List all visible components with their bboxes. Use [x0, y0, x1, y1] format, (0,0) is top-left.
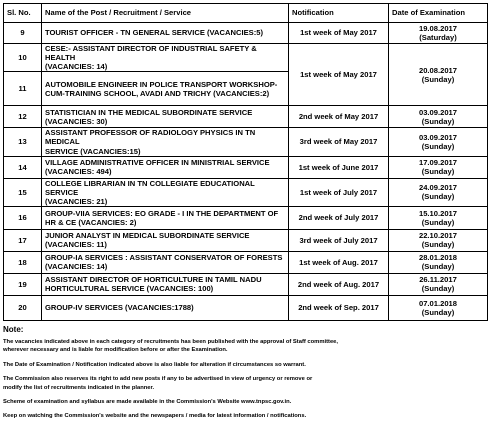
exam-date: 03.09.2017 (Sunday) [389, 106, 488, 128]
post-name: ASSISTANT PROFESSOR OF RADIOLOGY PHYSICS IN TN MEDICAL SERVICE (VACANCIES:15) [42, 128, 289, 156]
post-name: VILLAGE ADMINISTRATIVE OFFICER IN MINISTRIAL SERVICE (VACANCIES: 494) [42, 156, 289, 178]
post-name: GROUP-IA SERVICES : ASSISTANT CONSERVATOR OF FORESTS (VACANCIES: 14) [42, 251, 289, 273]
exam-date: 15.10.2017 (Sunday) [389, 206, 488, 229]
header-exam-date: Date of Examination [389, 4, 488, 23]
notification-date: 1st week of July 2017 [289, 178, 389, 206]
serial-number: 18 [4, 251, 42, 273]
post-name: STATISTICIAN IN THE MEDICAL SUBORDINATE SERVICE (VACANCIES: 30) [42, 106, 289, 128]
notes-section [3, 325, 487, 421]
notification-date: 3rd week of July 2017 [289, 229, 389, 251]
recruitment-table [3, 3, 488, 321]
exam-date: 20.08.2017 (Sunday) [389, 44, 488, 106]
exam-date: 03.09.2017 (Sunday) [389, 128, 488, 156]
post-name: COLLEGE LIBRARIAN IN TN COLLEGIATE EDUCATIONAL SERVICE (VACANCIES: 21) [42, 178, 289, 206]
recruitment-planner-page [3, 3, 487, 427]
table-row [4, 44, 488, 72]
exam-date: 24.09.2017 (Sunday) [389, 178, 488, 206]
post-name: CESE:- ASSISTANT DIRECTOR OF INDUSTRIAL SAFETY & HEALTH (VACANCIES: 14) [42, 44, 289, 72]
notification-date: 1st week of June 2017 [289, 156, 389, 178]
serial-number: 10 [4, 44, 42, 72]
exam-date: 22.10.2017 (Sunday) [389, 229, 488, 251]
post-name: ASSISTANT DIRECTOR OF HORTICULTURE IN TAMIL NADU HORTICULTURAL SERVICE (VACANCIES: 100) [42, 273, 289, 295]
exam-date: 07.01.2018 (Sunday) [389, 295, 488, 320]
post-name: TOURIST OFFICER - TN GENERAL SERVICE (VACANCIES:5) [42, 23, 289, 44]
table-row [4, 128, 488, 156]
serial-number: 14 [4, 156, 42, 178]
table-row [4, 273, 488, 295]
header-notification: Notification [289, 4, 389, 23]
table-row [4, 178, 488, 206]
serial-number: 17 [4, 229, 42, 251]
exam-date: 19.08.2017 (Saturday) [389, 23, 488, 44]
notification-date: 2nd week of Sep. 2017 [289, 295, 389, 320]
notification-date: 2nd week of Aug. 2017 [289, 273, 389, 295]
exam-date: 17.09.2017 (Sunday) [389, 156, 488, 178]
notification-date: 2nd week of May 2017 [289, 106, 389, 128]
table-row [4, 295, 488, 320]
table-row [4, 156, 488, 178]
table-row [4, 23, 488, 44]
serial-number: 12 [4, 106, 42, 128]
post-name: GROUP-VIIA SERVICES: EO GRADE - I IN THE DEPARTMENT OF HR & CE (VACANCIES: 2) [42, 206, 289, 229]
notification-date: 2nd week of July 2017 [289, 206, 389, 229]
note-item: Keep on watching the Commission's website and the newspapers / media for latest information / notifications. [3, 413, 307, 420]
notification-date: 1st week of Aug. 2017 [289, 251, 389, 273]
serial-number: 16 [4, 206, 42, 229]
serial-number: 20 [4, 295, 42, 320]
notification-date: 1st week of May 2017 [289, 23, 389, 44]
serial-number: 19 [4, 273, 42, 295]
table-row [4, 229, 488, 251]
notification-date: 3rd week of May 2017 [289, 128, 389, 156]
table-header-row [4, 4, 488, 23]
note-item: The Date of Examination / Notification indicated above is also liable for alteration if circumstances so warrant. [3, 361, 306, 368]
header-post-name: Name of the Post / Recruitment / Service [42, 4, 289, 23]
serial-number: 11 [4, 72, 42, 106]
table-row [4, 251, 488, 273]
serial-number: 15 [4, 178, 42, 206]
note-item: Scheme of examination and syllabus are made available in the Commission's Website www.tnpsc.gov.in. [3, 398, 292, 405]
table-row [4, 106, 488, 128]
note-item: The vacancies indicated above in each category of recruitments has been published with the approval of Staff committee, wherever necessary and is liable for modification before or after the Examination. [3, 338, 339, 354]
post-name: JUNIOR ANALYST IN MEDICAL SUBORDINATE SERVICE (VACANCIES: 11) [42, 229, 289, 251]
post-name: GROUP-IV SERVICES (VACANCIES:1788) [42, 295, 289, 320]
exam-date: 28.01.2018 (Sunday) [389, 251, 488, 273]
note-item: The Commission also reserves its right to add new posts if any to be advertised in view of urgency or remove or modify the list of recruitments indicated in the planner. [3, 376, 313, 391]
post-name: AUTOMOBILE ENGINEER IN POLICE TRANSPORT WORKSHOP- CUM-TRAINING SCHOOL, AVADI AND TRICHY (VACANCIES:2) [42, 72, 289, 106]
notes-heading: Note: [3, 324, 24, 334]
header-sl-no: Sl. No. [4, 4, 42, 23]
table-row [4, 206, 488, 229]
serial-number: 9 [4, 23, 42, 44]
serial-number: 13 [4, 128, 42, 156]
exam-date: 26.11.2017 (Sunday) [389, 273, 488, 295]
notification-date: 1st week of May 2017 [289, 44, 389, 106]
